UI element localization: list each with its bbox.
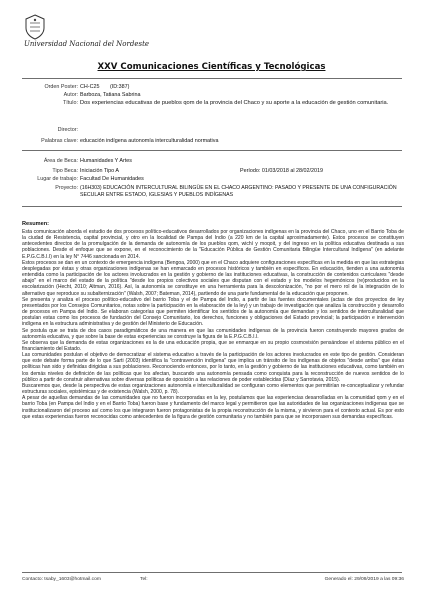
summary-paragraph: Se postula que se trata de dos casos paradigmáticos de una manera en que las comunidades indígenas de la provincia fueron construyendo mayores grados de autonomía educativa, y que sobre la base de estas experiencias se construye la figura de la E.P.G.C.B.I.I. <box>22 327 404 340</box>
orden-value: CH-C25 <box>80 84 100 90</box>
footer-contact: Contacto: tsaby_1603@hotmail.com <box>22 577 101 582</box>
orden-id: (ID:387) <box>109 84 130 90</box>
periodo-label: Período: <box>240 168 261 174</box>
palabras-value: educación indígena autonomía interculturalidad normativa <box>80 138 219 144</box>
proyecto-label: Proyecto: <box>55 185 78 191</box>
footer-generated: Generado el: 29/09/2019 a las 09:36 <box>324 577 404 582</box>
summary-paragraph: Se presenta y analiza el proceso político-educativo del barrio Toba y el de Pampa del Indio, a partir de las fuentes documentales (actas de dos proyectos de ley presentados por los Consejos Comunitarios, notas sobre la participación en la elaboración de la ley) y un trabajo de investigación que analiza la construcción y desarrollo de procesos en Pampa del Indio. Se elaboran categorías que permiten identificar los sentidos de la autonomía que demandan y los sentidos de interculturalidad que postulan estas como los procesos de fundación del Consejo Comunitario, los derechos, funciones y obligaciones del Estado provincial; la participación e intervención indígena en la estructura administrativa y de gestión del Ministerio de Educación. <box>22 296 404 328</box>
summary-paragraph: Se observa que la demanda de estas organizaciones es la de una educación propia, que se enmarque en su propio cosmovisión pensándose el sistema público en el financiamiento del Estado. <box>22 339 404 352</box>
summary-paragraph: Buscaremos que, desde la perspectiva de estas organizaciones autonomía e interculturalidad se configuran como elementos que permitirían re-conceptualizar y refundar estructuras sociales, epistémicas y de existencia (Walsh, 2000, p. 78). <box>22 382 404 396</box>
title-divider <box>22 78 402 79</box>
meta-divider <box>22 150 402 151</box>
project-divider <box>22 206 402 207</box>
summary-label: Resumen: <box>22 221 50 227</box>
lugar-value: Facultad De Humanidades <box>80 176 144 182</box>
director-label: Director: <box>57 127 78 133</box>
university-name: Universidad Nacional del Nordeste <box>24 40 150 48</box>
summary-body <box>22 229 404 420</box>
proyecto-value: (16H303) EDUCACIÓN INTERCULTURAL BILINGÜE EN EL CHACO ARGENTINO: PASADO Y PRESENTE DE UNA CONFIGURACIÓN SECULAR ENTRE ESTADO, IGLESIAS Y PUEBLOS INDÍGENAS <box>80 185 397 199</box>
university-seal-icon <box>24 14 46 40</box>
summary-paragraph: Estos procesos se dan en un contexto de emergencia indígena (Bengoa, 2000) que en el Chaco adquiere configuraciones específicas en la medida en que las estrategias desplegadas por éstas y otras organizaciones indígenas se han enmarcado en procesos históricos y también en específicos. En educación, tienden a una autonomía entendida como la participación de los actores involucrados en la gestión y gobierno de las instituciones educativas, la construcción de contenidos curriculares "desde abajo" en el marco del estado de la política "desde los propios colectivos sociales que disputan con el estado y los modelos hegemónicos (re)producidos en la escolarización (Hecht, 2010; Altman, 2016). Así, la autonomía se constituye en una herramienta para la descolonización, "no por el mero rol de la integración de lo alternativo que reproduce su subalternización" (Walsh, 2007; Bateman, 2014), partiendo de una parte fundamental de la educación que proponen. <box>22 259 404 297</box>
footer-tel: Tel: <box>140 577 148 582</box>
summary-paragraph: A pesar de aquellas demandas de las comunidades que no fueron incorporadas en la ley, postulamos que las experiencias desarrolladas en la comunidad qom y en el barrio Toba (en Pampa del Indio y en el Barrio Toba) fueron base y fundamento del marco legal y permitieron que las autoridades de las organizaciones indígenas que se institucionalizaron del proceso así como los que integraron fueron protagonistas de la propia reconstrucción de la misma, y sirvieron para el contexto actual. Es por esto que estas experiencias fueron reconocidas como antecedentes de la figura de gestión comunitaria y no también para que se incorporasen sus demandas específicas. <box>22 395 404 420</box>
area-value: Humanidades Y Artes <box>80 158 132 164</box>
university-logo <box>24 14 150 50</box>
tipo-value: Iniciación Tipo A <box>80 168 119 174</box>
area-label: Área de Beca: <box>43 158 78 164</box>
titulo-label: Título: <box>63 100 78 106</box>
palabras-label: Palabras clave: <box>41 138 78 144</box>
orden-label: Orden Poster: <box>44 84 78 90</box>
titulo-value: Dos experiencias educativas de pueblos qom de la provincia del Chaco y su aporte a la educación de gestión comunitaria. <box>80 100 389 106</box>
tipo-label: Tipo Beca: <box>52 168 78 174</box>
lugar-label: Lugar de trabajo: <box>37 176 78 182</box>
autor-value: Barboza, Tatiana Sabrina <box>80 92 141 98</box>
summary-paragraph: Las comunidades postulan el objetivo de democratizar el sistema educativo a través de la participación de los actores involucrados en este tipo de gestión. Consideran que este debate forma parte de lo que Sarti (2003) identifica la "contravención indígena" que implica un tránsito de los indígenas de objetos "desde arriba" que éstas políticas han sido y definidas dirigidas a sus poblaciones. Reconociendo entonces, por lo tanto, en la gestión y gobierno de las instituciones educativas, como también en los demás niveles de definición de las políticas que los afectan, buscando una autonomía pensada como conquista para la reconstrucción de nuevos sentidos de lo público a partir de construir alternativas sobre diversas políticas de oposición a las relaciones de poder establecidas (Díaz y Sarrotavia, 2015). <box>22 352 404 383</box>
summary-paragraph: Esta comunicación aborda el estudio de dos procesos político-educativos desarrollados por organizaciones indígenas en la provincia del Chaco, uno en el Barrio Toba de la ciudad de Resistencia, capital provincial, y otro en la localidad de Pampa del Indio (a 220 km de la capital aproximadamente). Estos procesos se constituyen antecedentes directos de la promulgación de la demanda de autonomía de los pueblos qom, wichí y moqoit, y del ingreso en la política educativa destinada a sus poblaciones. Desde el enfoque que se expone, en el reconocimiento de la "Educación Pública de Gestión Comunitaria Bilingüe Intercultural Indígena" (en adelante E.P.G.C.B.I.I) en la ley N° 7446 sancionada en 2014. <box>22 229 404 260</box>
autor-label: Autor: <box>63 92 78 98</box>
event-title: XXV Comunicaciones Científicas y Tecnológicas <box>97 62 326 72</box>
periodo-value: 01/03/2018 al 28/02/2019 <box>261 168 324 174</box>
footer-divider <box>22 572 402 573</box>
